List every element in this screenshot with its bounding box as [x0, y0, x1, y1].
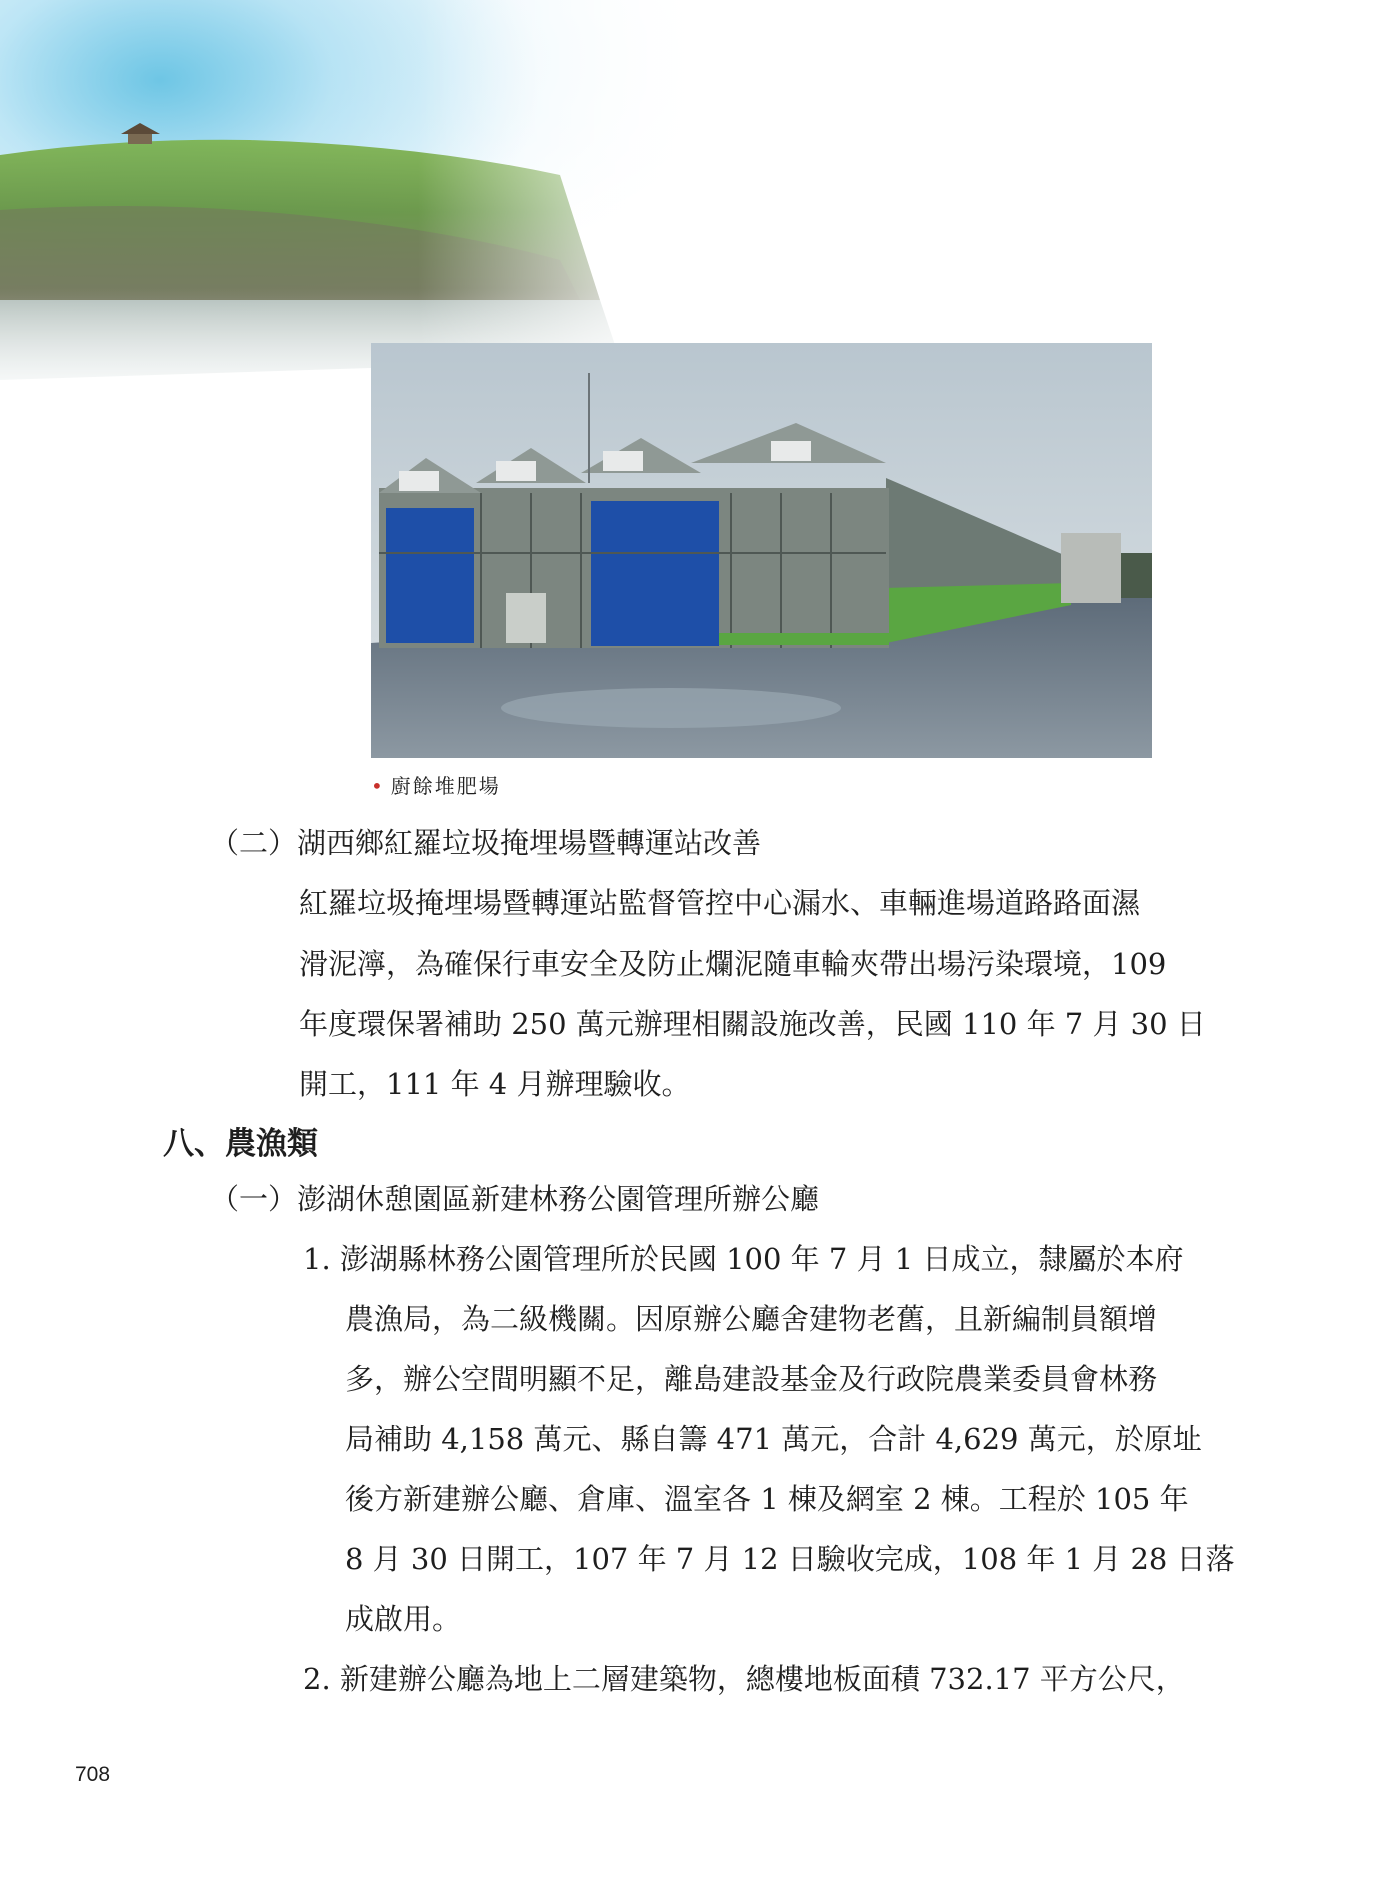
list-item-1-line: 成啟用。 [345, 1602, 462, 1636]
list-item-2-line: 2. 新建辦公廳為地上二層建築物，總樓地板面積 732.17 平方公尺， [303, 1662, 1185, 1696]
photo-caption [371, 770, 501, 799]
caption-bullet: • [371, 774, 385, 798]
paragraph-line: 滑泥濘，為確保行車安全及防止爛泥隨車輪夾帶出場污染環境，109 [299, 947, 1167, 981]
paragraph-line: 開工，111 年 4 月辦理驗收。 [299, 1067, 691, 1101]
list-item-1-line: 後方新建辦公廳、倉庫、溫室各 1 棟及網室 2 棟。工程於 105 年 [345, 1482, 1189, 1516]
list-item-1-line: 農漁局，為二級機關。因原辦公廳舍建物老舊，且新編制員額增 [345, 1302, 1158, 1336]
paragraph-line: 年度環保署補助 250 萬元辦理相關設施改善，民國 110 年 7 月 30 日 [299, 1007, 1206, 1041]
composting-facility-photo [371, 343, 1152, 758]
page-number: 708 [75, 1763, 111, 1786]
list-item-1-line: 局補助 4,158 萬元、縣自籌 471 萬元，合計 4,629 萬元，於原址 [345, 1422, 1202, 1456]
sub-heading-hongluo: （二）湖西鄉紅羅垃圾掩埋場暨轉運站改善 [210, 826, 762, 860]
section-heading-agriculture-fishery: 八、農漁類 [163, 1126, 318, 1162]
list-item-1-line: 8 月 30 日開工，107 年 7 月 12 日驗收完成，108 年 1 月 28 日落 [345, 1542, 1235, 1576]
list-item-1-line: 多，辦公空間明顯不足，離島建設基金及行政院農業委員會林務 [345, 1362, 1158, 1396]
list-item-1-line: 1. 澎湖縣林務公園管理所於民國 100 年 7 月 1 日成立，隸屬於本府 [303, 1242, 1184, 1276]
paragraph-line: 紅羅垃圾掩埋場暨轉運站監督管控中心漏水、車輛進場道路路面濕 [299, 886, 1141, 920]
sub-heading-forestry-park-office: （一）澎湖休憩園區新建林務公園管理所辦公廳 [210, 1182, 820, 1216]
caption-text: 廚餘堆肥場 [390, 774, 501, 798]
